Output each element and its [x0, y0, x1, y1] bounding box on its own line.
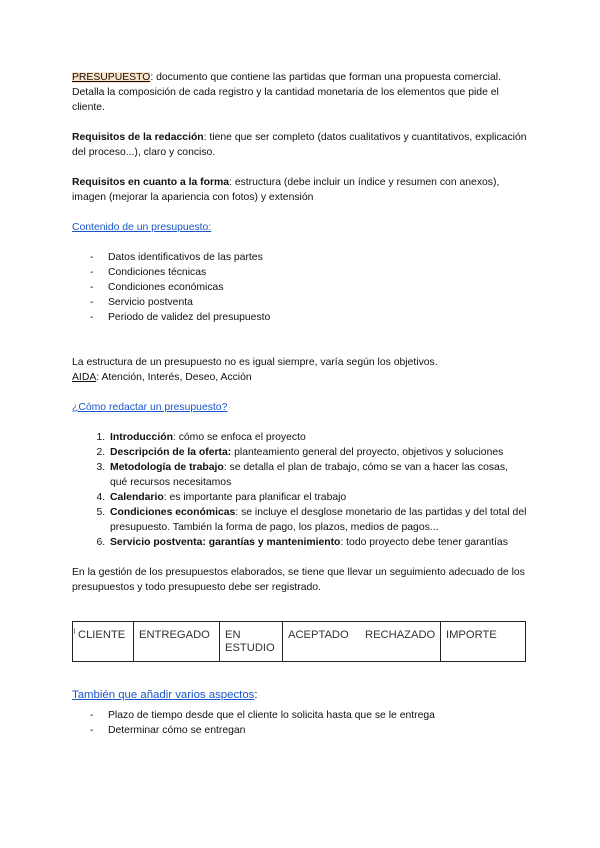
document-page — [72, 70, 528, 738]
intro-paragraph — [72, 70, 528, 115]
list-item — [108, 430, 528, 445]
contenido-heading-link[interactable]: Contenido de un presupuesto: — [72, 222, 212, 233]
list-item: - Condiciones económicas — [90, 280, 528, 295]
contenido-list — [72, 250, 528, 325]
redactar-heading[interactable] — [72, 400, 528, 415]
list-item: - Datos identificativos de las partes — [90, 250, 528, 265]
table-cell-en-estudio[interactable]: EN ESTUDIO — [220, 622, 283, 662]
list-item — [108, 535, 528, 550]
contenido-heading[interactable] — [72, 220, 528, 235]
item-text: : se detalla el plan de trabajo, cómo se van a hacer las cosas, qué recursos necesitamos — [110, 462, 508, 488]
seguimiento-table — [72, 621, 526, 662]
list-item: - Plazo de tiempo desde que el cliente lo solicita hasta que se le entrega — [90, 708, 528, 723]
list-item: - Condiciones técnicas — [90, 265, 528, 280]
item-text: : se incluye el desglose monetario de las partidas y del total del presupuesto. También la forma de pago, los plazos, medios de pagos... — [110, 507, 527, 533]
item-label: Descripción de la oferta: — [110, 447, 232, 458]
table-cell-entregado[interactable]: ENTREGADO — [134, 622, 220, 662]
intro-text: : documento que contiene las partidas que forman una propuesta comercial. Detalla la composición de cada registro y la cantidad monetaria de los elementos que pide el cliente. — [72, 72, 501, 113]
aida-line — [72, 370, 528, 385]
item-label: Introducción — [110, 432, 173, 443]
table-cell-aceptado[interactable]: ACEPTADO — [283, 622, 360, 662]
list-item: - Servicio postventa — [90, 295, 528, 310]
redaccion-paragraph — [72, 130, 528, 160]
gestion-paragraph: En la gestión de los presupuestos elaborados, se tiene que llevar un seguimiento adecuado de los presupuestos y todo presupuesto debe ser registrado. — [72, 567, 525, 593]
list-item — [108, 505, 528, 535]
redaccion-label: Requisitos de la redacción — [72, 132, 204, 143]
item-label: Metodología de trabajo — [110, 462, 224, 473]
redaccion-text: : tiene que ser completo (datos cualitativos y cuantitativos, explicación del proceso...), claro y conciso. — [72, 132, 527, 158]
list-item — [108, 445, 528, 460]
item-text: : todo proyecto debe tener garantías — [340, 537, 508, 548]
forma-paragraph — [72, 175, 528, 205]
table-cell-cliente[interactable]: CLIENTE — [73, 622, 134, 662]
item-text: : cómo se enfoca el proyecto — [172, 432, 306, 443]
list-item — [108, 490, 528, 505]
aspectos-heading[interactable] — [72, 688, 528, 703]
redactar-heading-link[interactable]: ¿Cómo redactar un presupuesto? — [72, 402, 228, 413]
aspectos-heading-link[interactable]: También que añadir varios aspectos — [72, 689, 255, 701]
item-text: planteamiento general del proyecto, objetivos y soluciones — [231, 447, 504, 458]
item-label: Calendario — [110, 492, 164, 503]
aspectos-colon: : — [254, 689, 258, 701]
aida-label: AIDA — [72, 372, 97, 383]
presupuesto-term: PRESUPUESTO — [72, 72, 151, 83]
list-item: - Periodo de validez del presupuesto — [90, 310, 528, 325]
table-cell-rechazado[interactable]: RECHAZADO — [359, 622, 441, 662]
text-cursor-mark — [74, 628, 75, 634]
redactar-list — [72, 430, 528, 550]
aspectos-list — [72, 708, 528, 738]
item-text: : es importante para planificar el trabajo — [163, 492, 347, 503]
item-label: Servicio postventa: garantías y mantenimiento — [110, 537, 341, 548]
estructura-paragraph: La estructura de un presupuesto no es igual siempre, varía según los objetivos. — [72, 357, 438, 368]
table-row — [73, 622, 526, 662]
forma-label: Requisitos en cuanto a la forma — [72, 177, 230, 188]
table-cell-importe[interactable]: IMPORTE — [441, 622, 526, 662]
item-label: Condiciones económicas — [110, 507, 236, 518]
aida-text: : Atención, Interés, Deseo, Acción — [96, 372, 252, 383]
forma-text: : estructura (debe incluir un índice y resumen con anexos), imagen (mejorar la apariencia con fotos) y extensión — [72, 177, 500, 203]
list-item: - Determinar cómo se entregan — [90, 723, 528, 738]
list-item — [108, 460, 528, 490]
